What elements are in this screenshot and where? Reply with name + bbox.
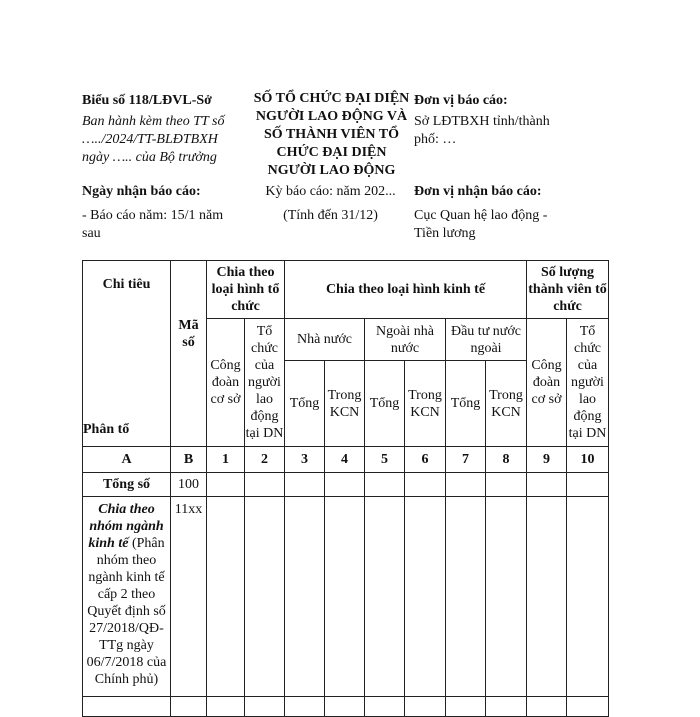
column-index-row bbox=[83, 447, 609, 473]
members-cong-doan-line-2: đoàn bbox=[532, 375, 561, 390]
nha-nuoc-header: Nhà nước bbox=[285, 319, 365, 361]
group-note-line-6: 27/2018/QĐ- bbox=[89, 621, 164, 636]
index-cell: 4 bbox=[325, 447, 365, 473]
dau-tu-line-2: ngoài bbox=[470, 340, 502, 356]
cong-doan-line-1: Công bbox=[210, 358, 241, 373]
ma-so-line-1: Mã bbox=[178, 317, 199, 333]
index-cell: 6 bbox=[405, 447, 446, 473]
receiving-unit-value-2: Tiền lương bbox=[414, 226, 476, 241]
nnn-tong-header: Tổng bbox=[365, 361, 405, 447]
cong-doan-line-2: đoàn bbox=[211, 375, 240, 390]
nn-kcn-line-1: Trong bbox=[327, 387, 362, 403]
total-code: 100 bbox=[171, 473, 207, 497]
ngoai-nha-nuoc-line-2: nước bbox=[390, 340, 420, 356]
to-chuc-line-7: tại DN bbox=[245, 426, 284, 441]
reporting-unit bbox=[414, 92, 584, 149]
nnn-kcn-line-1: Trong bbox=[408, 387, 442, 403]
group-note-line-3: ngành kinh tế bbox=[88, 570, 165, 585]
report-table bbox=[82, 260, 609, 717]
total-label: Tổng số bbox=[83, 473, 171, 497]
members-cong-doan-line-3: cơ sở bbox=[531, 392, 562, 407]
ngoai-nha-nuoc-line-1: Ngoài nhà bbox=[376, 323, 434, 339]
members-to-chuc-line-2: chức bbox=[573, 341, 601, 356]
group-note-line-8: 06/7/2018 của bbox=[86, 655, 167, 670]
members-to-chuc-line-1: Tổ bbox=[579, 324, 596, 339]
receiving-unit bbox=[414, 183, 584, 243]
econ-type-header: Chia theo loại hình kinh tế bbox=[285, 261, 527, 319]
org-type-header bbox=[207, 261, 285, 319]
nn-kcn-header bbox=[325, 361, 365, 447]
org-type-line-1: Chia theo bbox=[216, 265, 275, 280]
index-cell: B bbox=[171, 447, 207, 473]
cong-doan-header bbox=[207, 319, 245, 447]
reporting-unit-label: Đơn vị báo cáo: bbox=[414, 93, 508, 108]
members-line-3: chức bbox=[553, 299, 582, 314]
to-chuc-header bbox=[245, 319, 285, 447]
group-bold-line-2: nhóm ngành bbox=[89, 519, 164, 534]
org-type-line-3: chức bbox=[231, 299, 260, 314]
group-note-line-5: Quyết định số bbox=[87, 604, 166, 619]
dt-kcn-line-2: KCN bbox=[491, 404, 521, 420]
index-cell: 7 bbox=[446, 447, 486, 473]
reporting-unit-value-1: Sở LĐTBXH tỉnh/thành bbox=[414, 114, 550, 129]
report-period bbox=[248, 183, 413, 225]
members-to-chuc-line-3: của bbox=[577, 358, 598, 373]
members-cong-doan-line-1: Công bbox=[531, 358, 562, 373]
group-note-line-4: cấp 2 theo bbox=[97, 587, 156, 602]
index-cell: 3 bbox=[285, 447, 325, 473]
index-cell: 8 bbox=[486, 447, 527, 473]
cong-doan-line-3: cơ sở bbox=[210, 392, 241, 407]
form-title bbox=[244, 90, 419, 180]
index-cell: 9 bbox=[527, 447, 567, 473]
group-label bbox=[83, 497, 171, 697]
total-row bbox=[83, 473, 609, 497]
members-to-chuc-line-5: lao bbox=[578, 392, 597, 407]
group-note-line-9: Chính phủ) bbox=[94, 672, 159, 687]
receiving-unit-value-1: Cục Quan hệ lao động - bbox=[414, 208, 548, 223]
ma-so-line-2: số bbox=[182, 334, 195, 350]
to-chuc-line-6: động bbox=[250, 409, 279, 424]
group-code: 11xx bbox=[171, 497, 207, 697]
nnn-kcn-header bbox=[405, 361, 446, 447]
members-cong-doan-header bbox=[527, 319, 567, 447]
receive-date-value-2: sau bbox=[82, 226, 101, 241]
issued-line-1: Ban hành kèm theo TT số bbox=[82, 114, 225, 129]
report-period-line-1: Kỳ báo cáo: năm 202... bbox=[265, 184, 396, 199]
dt-kcn-line-1: Trong bbox=[489, 387, 523, 403]
to-chuc-line-2: chức bbox=[250, 341, 278, 356]
index-cell: 10 bbox=[567, 447, 609, 473]
index-cell: 5 bbox=[365, 447, 405, 473]
dt-tong-header: Tổng bbox=[446, 361, 486, 447]
receive-date-value-1: - Báo cáo năm: 15/1 năm bbox=[82, 208, 224, 223]
to-chuc-line-5: lao bbox=[255, 392, 274, 407]
group-note-line-7: TTg ngày bbox=[99, 638, 154, 653]
group-note-line-2: nhóm theo bbox=[96, 553, 157, 568]
title-line-1: SỐ TỔ CHỨC ĐẠI DIỆN bbox=[253, 91, 410, 106]
reporting-unit-value-2: phố: … bbox=[414, 132, 457, 147]
members-line-2: thành viên tổ bbox=[528, 282, 607, 297]
to-chuc-line-1: Tổ bbox=[256, 324, 273, 339]
receiving-unit-label: Đơn vị nhận báo cáo: bbox=[414, 184, 542, 199]
dau-tu-line-1: Đầu tư nước bbox=[450, 323, 521, 339]
report-period-line-2: (Tính đến 31/12) bbox=[283, 208, 378, 223]
dt-kcn-header bbox=[486, 361, 527, 447]
ma-so-header bbox=[171, 261, 207, 447]
group-bold-line-3: kinh tế bbox=[88, 536, 129, 551]
dau-tu-header bbox=[446, 319, 527, 361]
index-cell: 2 bbox=[245, 447, 285, 473]
phan-to-label: Phân tổ bbox=[83, 422, 130, 437]
nn-kcn-line-2: KCN bbox=[329, 404, 360, 420]
nn-tong-header: Tổng bbox=[285, 361, 325, 447]
receive-date-label: Ngày nhận báo cáo: bbox=[82, 184, 201, 199]
receive-date bbox=[82, 183, 252, 243]
ngoai-nha-nuoc-header bbox=[365, 319, 446, 361]
nnn-kcn-line-2: KCN bbox=[410, 404, 440, 420]
group-bold-line-1: Chia theo bbox=[98, 502, 155, 517]
title-line-4: CHỨC ĐẠI DIỆN bbox=[276, 145, 387, 160]
issued-line-2: …../2024/TT-BLĐTBXH bbox=[82, 132, 218, 147]
to-chuc-line-3: của bbox=[254, 358, 275, 373]
group-row bbox=[83, 497, 609, 697]
chi-tieu-phan-to-cell bbox=[83, 261, 171, 447]
title-line-2: NGƯỜI LAO ĐỘNG VÀ bbox=[255, 109, 408, 124]
group-note-line-1: (Phân bbox=[128, 536, 165, 551]
title-line-5: NGƯỜI LAO ĐỘNG bbox=[267, 163, 396, 178]
form-header-left bbox=[82, 92, 247, 167]
to-chuc-line-4: người bbox=[248, 375, 281, 390]
org-type-line-2: loại hình tổ bbox=[211, 282, 280, 297]
members-line-1: Số lượng bbox=[540, 265, 595, 280]
members-header bbox=[527, 261, 609, 319]
chi-tieu-label: Chi tiêu bbox=[102, 277, 151, 292]
issued-line-3: ngày ….. của Bộ trưởng bbox=[82, 150, 217, 165]
members-to-chuc-line-6: động bbox=[573, 409, 602, 424]
title-line-3: SỐ THÀNH VIÊN TỔ bbox=[264, 127, 399, 142]
members-to-chuc-line-7: tại DN bbox=[568, 426, 607, 441]
index-cell: A bbox=[83, 447, 171, 473]
index-cell: 1 bbox=[207, 447, 245, 473]
members-to-chuc-line-4: người bbox=[571, 375, 604, 390]
members-to-chuc-header bbox=[567, 319, 609, 447]
form-code: Biểu số 118/LĐVL-Sở bbox=[82, 93, 212, 108]
